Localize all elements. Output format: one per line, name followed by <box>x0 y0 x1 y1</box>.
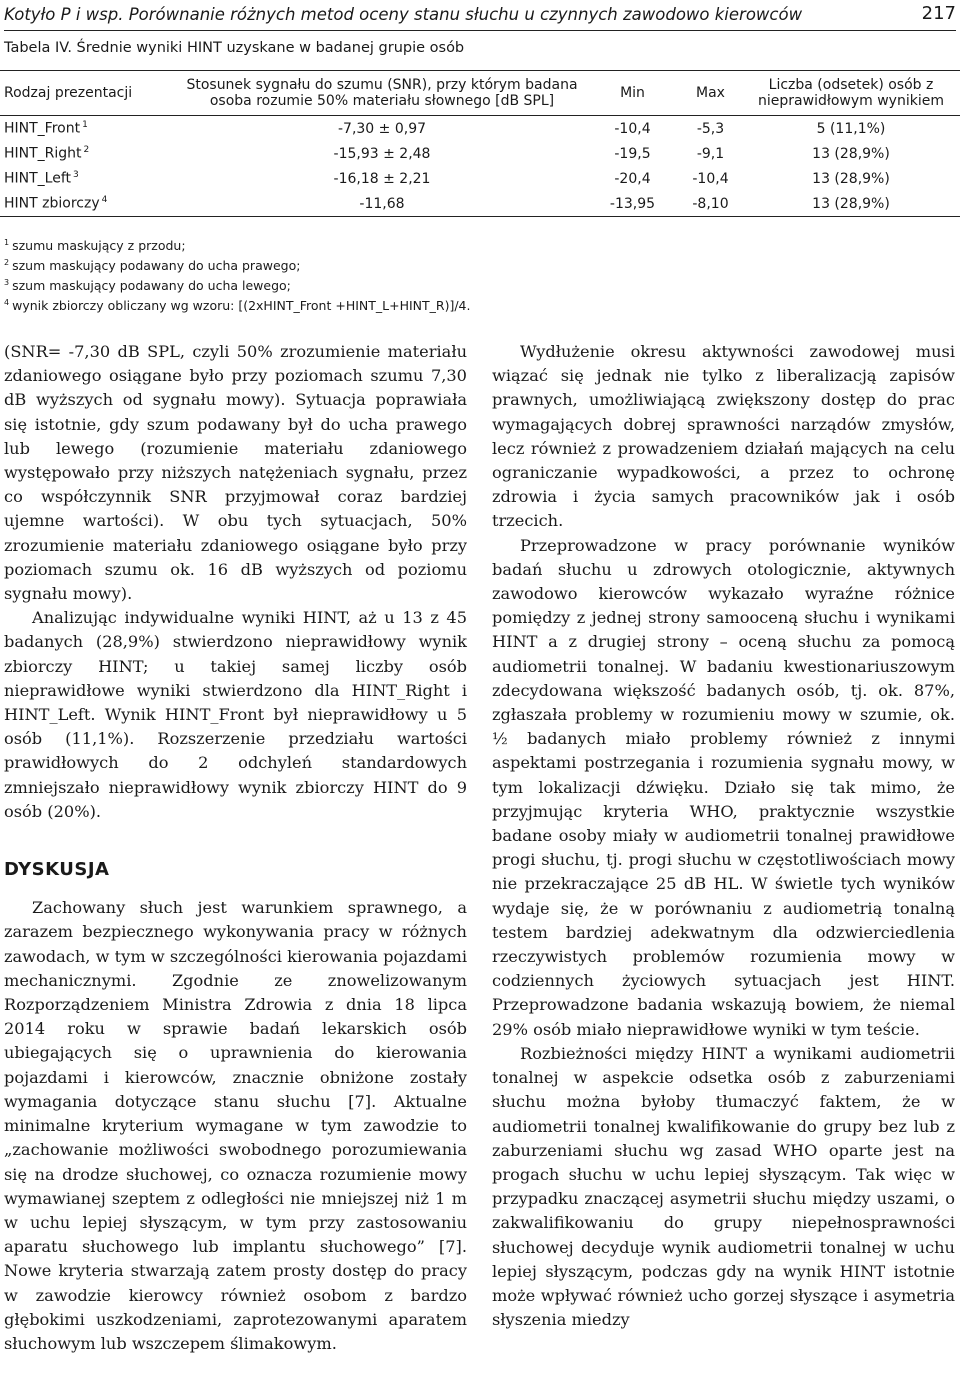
row-footnote-marker: 2 <box>83 145 90 156</box>
section-heading: DYSKUSJA <box>4 859 110 881</box>
table-row <box>0 141 960 166</box>
paragraph: Wydłużenie okresu aktywności zawodowej musi wiązać się jednak nie tylko z liberalizacją zapisów prawnych, umożliwiającą zwiększony dostęp do prac wymagających dobrej sprawności narządów zmysłów, lecz również z prowadzeniem działań mających na celu ograniczanie wypadkowości, a przez to ochronę zdrowia i życia samych pracowników jak i osób trzecich. <box>492 342 955 531</box>
paragraph: Rozbieżności między HINT a wynikami audiometrii tonalnej w aspekcie odsetka osób z zaburzeniami słuchu można byłoby tłumaczyć faktem, że w audiometrii tonalnej kwalifikowanie do grupy bez lub z zaburzeniami słuchu wg zasad WHO oparte jest na progach słuchu w uchu lepiej słyszącym. Tak więc w przypadku znaczącej asymetrii słuchu między uszami, o zakwalifikowaniu do grupy niepełnosprawności słuchowej decyduje wynik audiometrii tonalnej w uchu lepiej słyszącym, podczas gdy na wynik HINT istotnie może wpływać również ucho gorzej słyszące i asymetria słyszenia miedzy <box>492 1043 955 1330</box>
column-header-min: Min <box>586 71 679 116</box>
snr-cell: -11,68 <box>178 191 586 217</box>
footnote <box>4 234 470 254</box>
footnote-number: 4 <box>4 298 10 308</box>
row-name: HINT_Left <box>4 171 72 188</box>
count-cell: 13 (28,9%) <box>742 191 960 217</box>
footnote <box>4 274 470 294</box>
row-name: HINT zbiorczy <box>4 196 100 213</box>
page-number: 217 <box>921 3 956 24</box>
left-text-column <box>4 340 467 1356</box>
results-table <box>0 70 960 217</box>
min-cell: -13,95 <box>586 191 679 217</box>
column-header-presentation: Rodzaj prezentacji <box>0 71 178 116</box>
right-text-column <box>492 340 955 1332</box>
table-header-row <box>0 71 960 116</box>
row-name: HINT_Front <box>4 121 81 138</box>
snr-cell: -7,30 ± 0,97 <box>337 120 427 137</box>
row-name: HINT_Right <box>4 146 82 163</box>
running-header <box>4 2 956 31</box>
footnote-number: 1 <box>4 238 10 247</box>
row-footnote-marker: 4 <box>101 195 108 206</box>
footnote <box>4 254 470 274</box>
paragraph: Zachowany słuch jest warunkiem sprawnego, a zarazem bezpiecznego wykonywania pracy w różnych zawodach, w tym w szczególności kierowania pojazdami mechanicznymi. Zgodnie ze znowelizowanym Rozporządzeniem Ministra Zdrowia z dnia 18 lipca 2014 roku w sprawie badań lekarskich osób ubiegających się o uprawnienia do kierowania pojazdami i kierowców, znacznie obniżone zostały wymagania dotyczące stanu słuchu [7]. Aktualne minimalne kryterium wymagane w tym zawodzie to „zachowanie możliwości swobodnego porozumiewania się na drodze słuchowej, co oznacza rozumienie mowy wymawianej szeptem z odległości nie mniejszej niż 1 m w uchu lepiej słyszącym, w tym przy zastosowaniu aparatu słuchowego lub implantu słuchowego” [7]. Nowe kryteria stwarzają zatem prosty dostęp do pracy w zawodzie kierowcy również osobom z bardzo głębokimi uszkodzeniami, zaprotezowanymi aparatem słuchowym lub wszczepem ślimakowym. <box>4 898 467 1353</box>
paragraph: Analizując indywidualne wyniki HINT, aż u 13 z 45 badanych (28,9%) stwierdzono nieprawidłowy wynik zbiorczy HINT; u takiej samej liczby osób nieprawidłowe wyniki stwierdzono dla HINT_Right i HINT_Left. Wynik HINT_Front był nieprawidłowy u 5 osób (11,1%). Rozszerzenie przedziału wartości prawidłowych do 2 odchyleń standardowych zmniejszało nieprawidłowy wynik zbiorczy HINT do 9 osób (20%). <box>4 608 467 821</box>
max-cell: -10,4 <box>692 170 729 187</box>
row-footnote-marker: 3 <box>73 170 79 181</box>
snr-cell: -16,18 ± 2,21 <box>333 170 431 187</box>
row-label <box>0 116 178 142</box>
min-cell: -20,4 <box>614 170 651 187</box>
max-cell: -8,10 <box>679 191 742 217</box>
footnote-text: wynik zbiorczy obliczany wg wzoru: [(2xHINT_Front +HINT_L+HINT_R)]/4. <box>12 298 471 314</box>
footnote-number: 2 <box>4 258 10 268</box>
count-cell: 13 (28,9%) <box>812 145 890 162</box>
min-cell: -19,5 <box>614 145 651 162</box>
table-row <box>0 191 960 217</box>
paragraph: (SNR= -7,30 dB SPL, czyli 50% zrozumienie materiału zdaniowego osiągane było przy poziomach szumu 7,30 dB wyższych od sygnału mowy). Sytuacja poprawiała się istotnie, gdy szum podawany był do ucha prawego lub lewego (rozumienie materiału zdaniowego występowało przy niższych natężeniach sygnału, przez co współczynnik SNR przyjmował coraz bardziej ujemne wartości). W obu tych sytuacjach, 50% zrozumienie materiału zdaniowego osiągane było przy poziomach szumu ok. 16 dB wyższych od poziomu sygnału mowy). <box>4 342 467 604</box>
footnote-text: szumu maskujący z przodu; <box>12 238 186 254</box>
table-row <box>0 166 960 191</box>
row-footnote-marker: 1 <box>82 120 88 131</box>
footnote-text: szum maskujący podawany do ucha lewego; <box>12 278 291 294</box>
column-header-count: Liczba (odsetek) osób z nieprawidłowym wynikiem <box>742 71 960 116</box>
table-caption: Tabela IV. Średnie wyniki HINT uzyskane w badanej grupie osób <box>4 40 465 56</box>
footnote <box>4 294 470 314</box>
snr-cell: -15,93 ± 2,48 <box>333 145 431 162</box>
count-cell: 5 (11,1%) <box>816 120 886 137</box>
footnote-number: 3 <box>4 278 10 288</box>
table-row <box>0 116 960 142</box>
min-cell: -10,4 <box>614 120 651 137</box>
row-label <box>0 166 178 191</box>
table-footnotes <box>4 234 470 315</box>
column-header-snr: Stosunek sygnału do szumu (SNR), przy którym badana osoba rozumie 50% materiału słownego [dB SPL] <box>178 71 586 116</box>
paragraph: Przeprowadzone w pracy porównanie wyników badań słuchu u zdrowych otologicznie, aktywnych zawodowo kierowców wykazało wyraźne różnice pomiędzy z jednej strony samooceną słuchu i wynikami HINT a z drugiej strony – oceną słuchu za pomocą audiometrii tonalnej. W badaniu kwestionariuszowym zdecydowana większość badanych osób, tj. ok. 87%, zgłaszała problemy w rozumieniu mowy w szumie, ok. ½ badanych miało problemy również z innymi aspektami postrzegania i rozumienia sygnału mowy, w tym lokalizacji dźwięku. Działo się tak mimo, że przyjmując kryteria WHO, praktycznie wszystkie badane osoby miały w audiometrii tonalnej prawidłowe progi słuchu, tj. progi słuchu w częstotliwościach mowy nie przekraczające 25 dB HL. W świetle tych wyników wydaje się, że w porównaniu z audiometrią tonalną testem bardziej adekwatnym dla odzwierciedlenia rzeczywistych problemów rozumienia mowy w codziennych życiowych sytuacjach jest HINT. Przeprowadzone badania wskazują bowiem, że niemal 29% osób miało nieprawidłowe wyniki w tym teście. <box>492 535 955 1039</box>
max-cell: -5,3 <box>696 120 725 137</box>
max-cell: -9,1 <box>696 145 725 162</box>
column-header-max: Max <box>679 71 742 116</box>
footnote-text: szum maskujący podawany do ucha prawego; <box>12 258 301 274</box>
count-cell: 13 (28,9%) <box>812 170 890 187</box>
running-title: Kotyło P i wsp. Porównanie różnych metod oceny stanu słuchu u czynnych zawodowo kierowców <box>4 5 803 24</box>
row-label <box>0 191 178 217</box>
row-label <box>0 141 178 166</box>
